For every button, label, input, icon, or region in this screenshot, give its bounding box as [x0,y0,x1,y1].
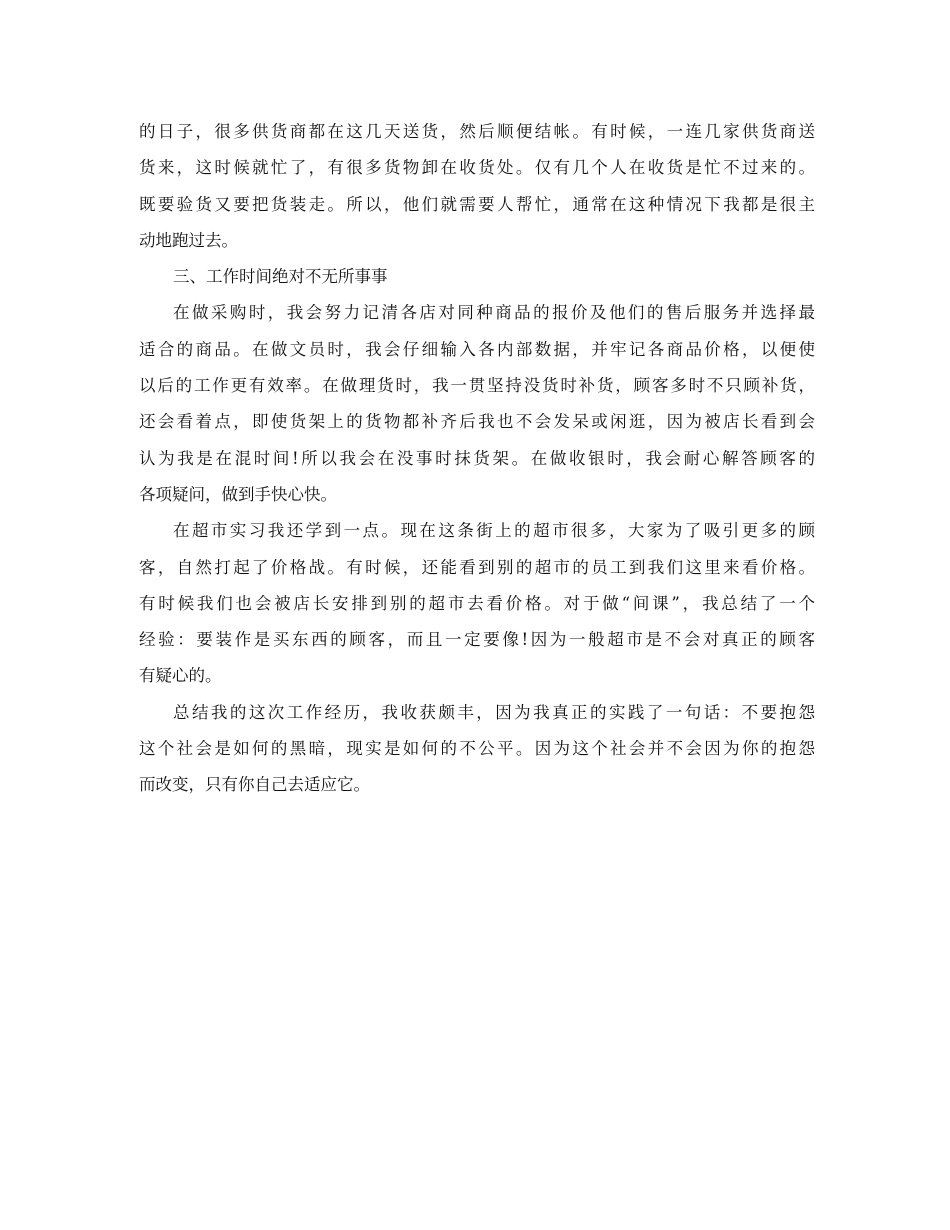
text-line: 的日子，很多供货商都在这几天送货，然后顺便结帐。有时候，一连几家供货商送 [139,122,815,141]
text-line: 认为我是在混时间!所以我会在没事时抹货架。在做收银时，我会耐心解答顾客的 [139,448,815,468]
section-heading [139,259,815,295]
text-line: 在做采购时，我会努力记清各店对同种商品的报价及他们的售后服务并选择最 [173,303,815,323]
text-line: 经验：要装作是买东西的顾客，而且一定要像!因为一般超市是不会对真正的顾客 [139,630,815,650]
text-line: 既要验货又要把货装走。所以，他们就需要人帮忙，通常在这种情况下我都是很主 [139,194,815,214]
paragraph-continuation [139,114,815,259]
text-line: 适合的商品。在做文员时，我会仔细输入各内部数据，并牢记各商品价格，以便使 [139,339,815,359]
paragraph-price-war [139,513,815,694]
text-line: 以后的工作更有效率。在做理货时，我一贯坚持没货时补货，顾客多时不只顾补货， [139,376,815,396]
heading-text: 三、工作时间绝对不无所事事 [173,267,388,287]
text-line: 各项疑问，做到手快心快。 [139,484,337,504]
text-line: 客，自然打起了价格战。有时候，还能看到别的超市的员工到我们这里来看价格。 [139,557,815,577]
text-line: 这个社会是如何的黑暗，现实是如何的不公平。因为这个社会并不会因为你的抱怨 [139,739,815,759]
paragraph-work-duties [139,295,815,513]
text-line: 在超市实习我还学到一点。现在这条街上的超市很多，大家为了吸引更多的顾 [173,521,815,541]
document-body [139,114,815,804]
text-line: 有时候我们也会被店长安排到别的超市去看价格。对于做“间课”，我总结了一个 [139,593,815,613]
text-line: 还会看着点，即使货架上的货物都补齐后我也不会发呆或闲逛，因为被店长看到会 [139,412,815,432]
text-line: 而改变，只有你自己去适应它。 [139,775,370,795]
text-line: 总结我的这次工作经历，我收获颇丰，因为我真正的实践了一句话：不要抱怨 [173,702,815,722]
paragraph-summary [139,695,815,804]
text-line: 有疑心的。 [139,666,222,686]
text-line: 货来，这时候就忙了，有很多货物卸在收货处。仅有几个人在收货是忙不过来的。 [139,158,815,178]
text-line: 动地跑过去。 [139,230,238,250]
